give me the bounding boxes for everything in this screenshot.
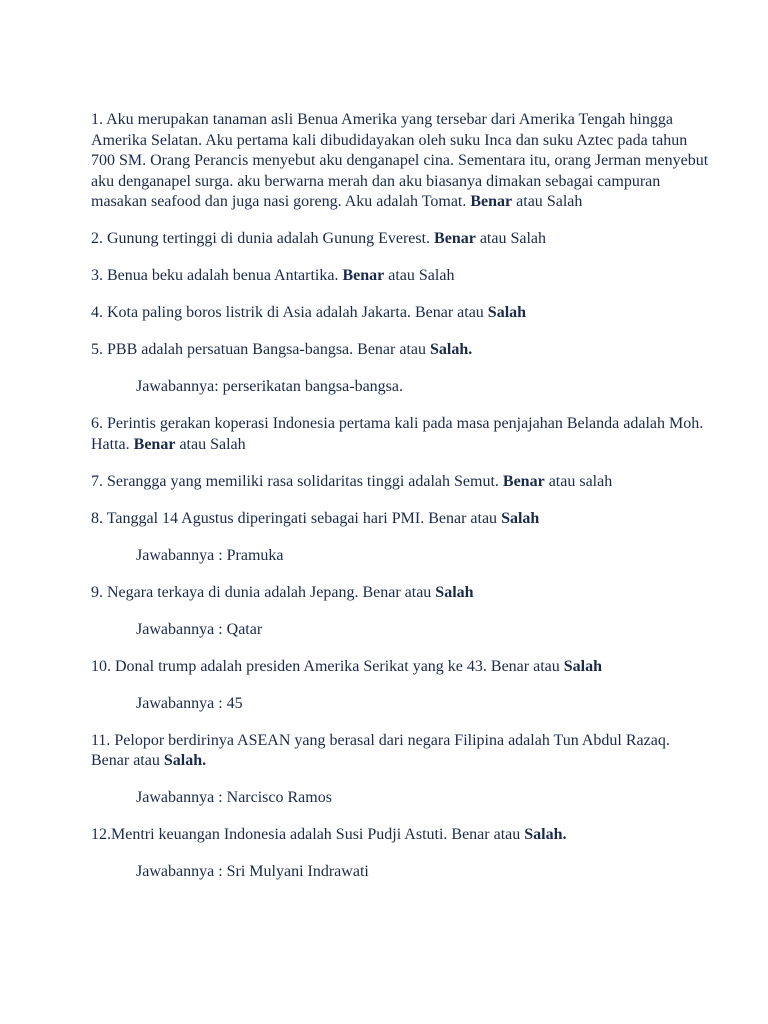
benar-option: Benar [490, 657, 530, 675]
benar-option: Benar [414, 304, 454, 321]
question-1: 1. Aku merupakan tanaman asli Benua Amerika yang tersebar dari Amerika Tengah hingga Amerika Selatan. Aku pertama kali dibudidayakan oleh suku Inca dan suku Aztec pada tahun 700 SM. Orang Perancis menyebut aku denganapel cina. Sementara itu, orang Jerman menyebut aku denganapel surga. aku berwarna merah dan aku biasanya dimakan sebagai campuran masakan seafood dan juga nasi goreng. Aku adalah Tomat. Benar atau Salah [91, 111, 709, 210]
benar-option: Benar [451, 826, 490, 843]
salah-option: Salah [435, 583, 474, 601]
benar-option: Benar [362, 583, 401, 601]
answer-9: Jawabannya : Qatar [136, 620, 263, 638]
question-4: 4. Kota paling boros listrik di Asia adalah Jakarta. Benar atau Salah [91, 304, 527, 321]
answer-5: Jawabannya: perserikatan bangsa-bangsa. [136, 378, 403, 395]
salah-option: Salah [563, 657, 602, 675]
question-5: 5. PBB adalah persatuan Bangsa-bangsa. Benar atau Salah. [91, 341, 473, 358]
salah-option: Salah [501, 509, 540, 527]
benar-option: Benar [434, 230, 476, 247]
salah-option: Salah [418, 267, 455, 284]
salah-option: Salah [510, 230, 547, 247]
answer-11: Jawabannya : Narcisco Ramos [136, 789, 332, 806]
question-7: 7. Serangga yang memiliki rasa solidaritas tinggi adalah Semut. Benar atau salah [91, 472, 613, 490]
question-12: 12.Mentri keuangan Indonesia adalah Susi Pudji Astuti. Benar atau Salah. [91, 826, 567, 843]
salah-option: salah [579, 472, 613, 490]
benar-option: Benar [428, 509, 467, 527]
salah-option: Salah [546, 193, 583, 210]
salah-option: Salah [210, 435, 246, 453]
question-2: 2. Gunung tertinggi di dunia adalah Gunung Everest. Benar atau Salah [91, 230, 547, 247]
benar-option: Benar [342, 267, 385, 284]
question-8: 8. Tanggal 14 Agustus diperingati sebagai hari PMI. Benar atau Salah [91, 509, 540, 527]
question-9: 9. Negara terkaya di dunia adalah Jepang. Benar atau Salah [91, 583, 474, 601]
document-page [91, 110, 711, 899]
benar-option: Benar [133, 435, 176, 453]
question-11: 11. Pelopor berdirinya ASEAN yang berasal dari negara Filipina adalah Tun Abdul Razaq. Benar atau Salah. [91, 731, 670, 769]
salah-option: Salah. [163, 752, 207, 769]
benar-option: Benar [91, 752, 130, 769]
benar-option: Benar [470, 193, 513, 210]
question-10: 10. Donal trump adalah presiden Amerika Serikat yang ke 43. Benar atau Salah [91, 657, 602, 675]
answer-8: Jawabannya : Pramuka [136, 546, 284, 564]
benar-option: Benar [357, 341, 396, 358]
answer-12: Jawabannya : Sri Mulyani Indrawati [136, 863, 369, 880]
salah-option: Salah. [430, 341, 473, 358]
benar-option: Benar [502, 472, 545, 490]
question-3: 3. Benua beku adalah benua Antartika. Benar atau Salah [91, 267, 455, 284]
salah-option: Salah. [524, 826, 567, 843]
answer-10: Jawabannya : 45 [136, 694, 243, 712]
salah-option: Salah [487, 304, 527, 321]
question-6: 6. Perintis gerakan koperasi Indonesia pertama kali pada masa penjajahan Belanda adalah Moh. Hatta. Benar atau Salah [91, 415, 704, 453]
